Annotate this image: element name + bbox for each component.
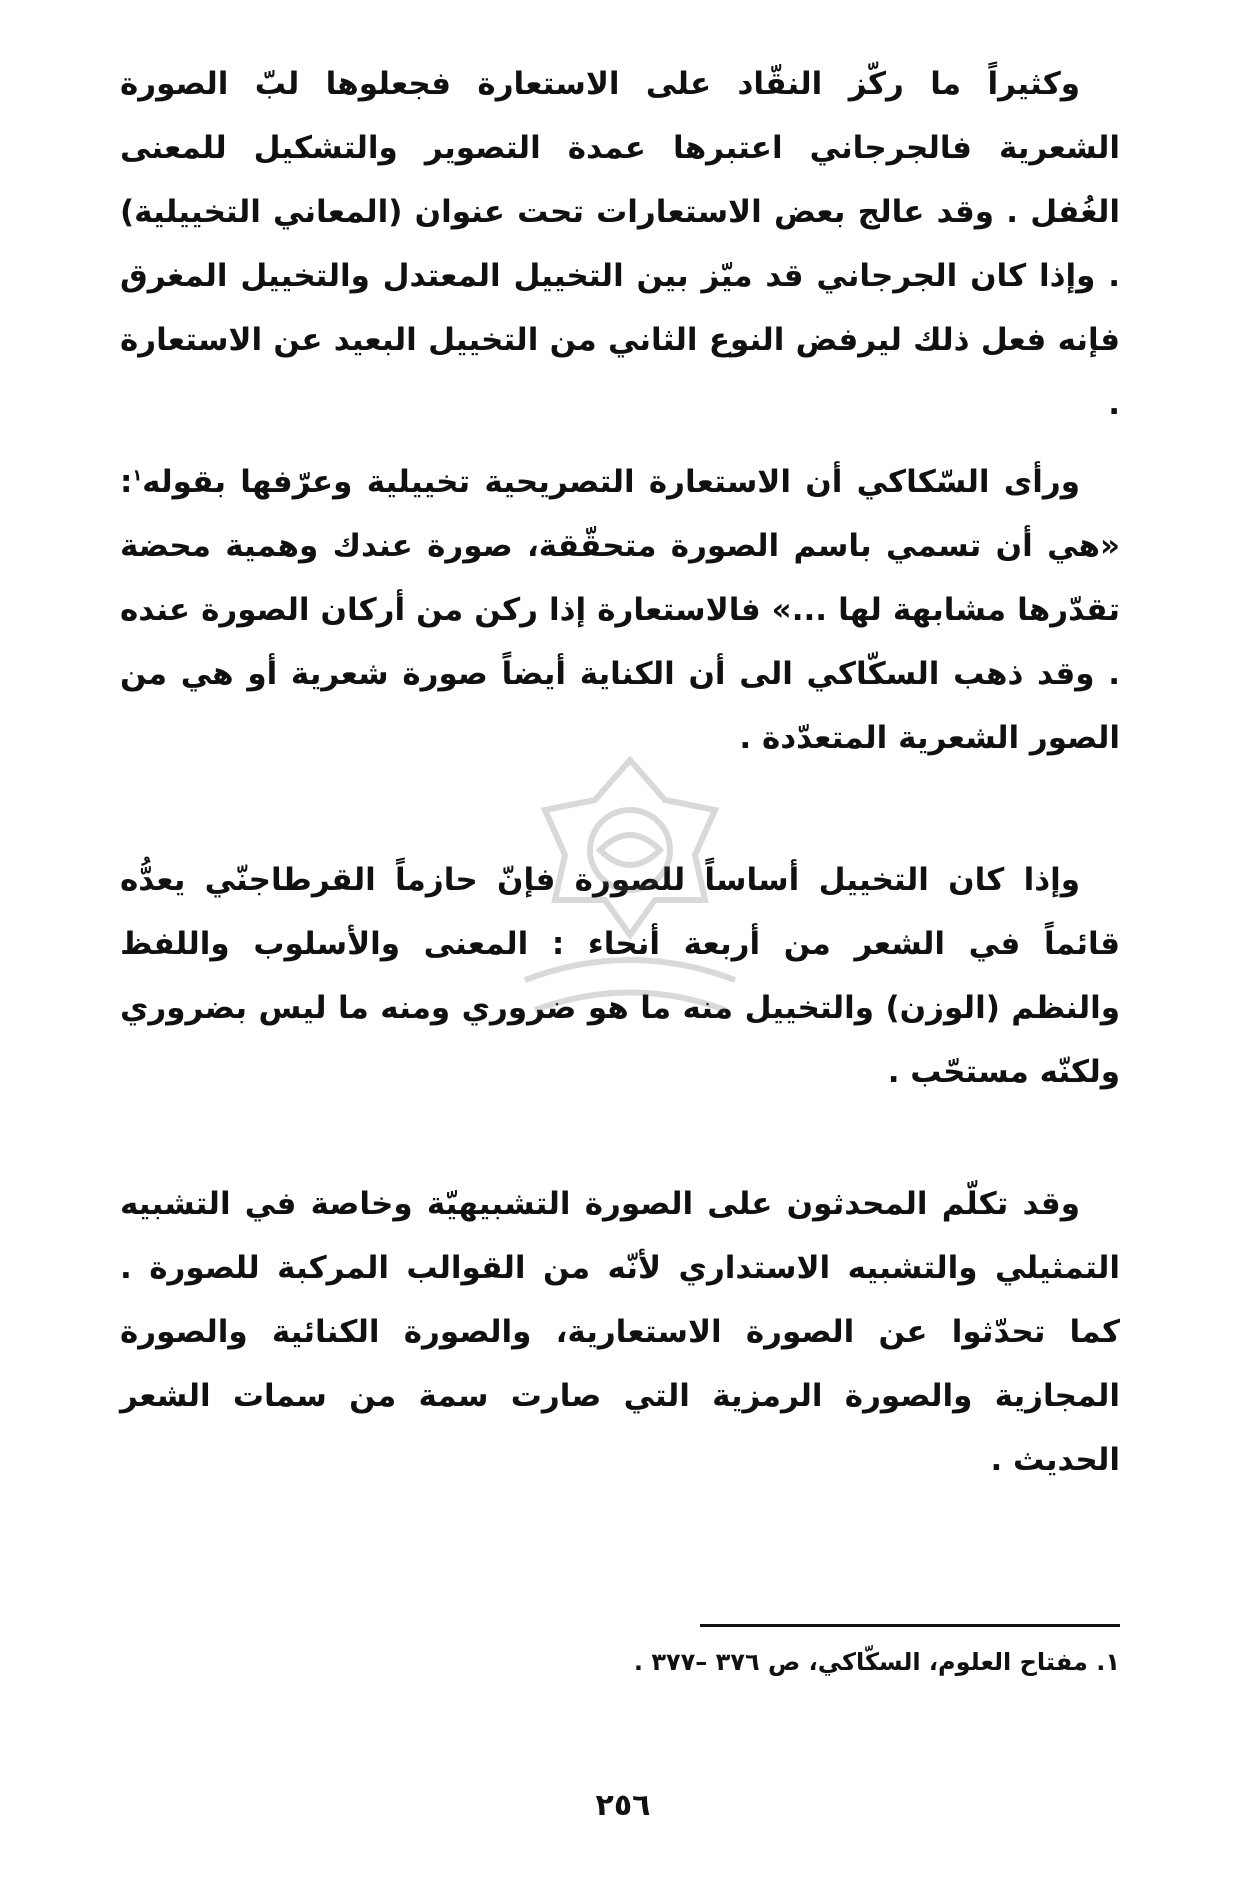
footnote-divider xyxy=(700,1624,1120,1627)
paragraph-2 xyxy=(120,450,1120,770)
paragraph-2-intro: ورأى السّكاكي أن الاستعارة التصريحية تخييلية وعرّفها بقوله xyxy=(142,464,1080,500)
footnote-marker[interactable]: ١ xyxy=(132,465,143,485)
page-number: ٢٥٦ xyxy=(595,1788,651,1823)
paragraph-1: وكثيراً ما ركّز النقّاد على الاستعارة فجعلوها لبّ الصورة الشعرية فالجرجاني اعتبرها عمدة التصوير والتشكيل للمعنى الغُفل . وقد عالج بعض الاستعارات تحت عنوان (المعاني التخييلية) . وإذا كان الجرجاني قد ميّز بين التخييل المعتدل والتخييل المغرق فإنه فعل ذلك ليرفض النوع الثاني من التخييل البعيد عن الاستعارة . xyxy=(120,66,1120,422)
footnote: ١. مفتاح العلوم، السكّاكي، ص ٣٧٦ –٣٧٧ . xyxy=(633,1648,1120,1676)
paragraph-2-quote: : «هي أن تسمي باسم الصورة متحقّقة، صورة عندك وهمية محضة تقدّرها مشابهة لها ...» فالاستعارة إذا ركن من أركان الصورة عنده . وقد ذهب السكّاكي الى أن الكناية أيضاً صورة شعرية أو هي من الصور الشعرية المتعدّدة . xyxy=(120,464,1120,756)
paragraph-3: وإذا كان التخييل أساساً للصورة فإنّ حازماً القرطاجنّي يعدُّه قائماً في الشعر من أربعة أنحاء : المعنى والأسلوب واللفظ والنظم (الوزن) والتخييل منه ما هو ضروري ومنه ما ليس بضروري ولكنّه مستحّب . xyxy=(120,862,1120,1090)
paragraph-4: وقد تكلّم المحدثون على الصورة التشبيهيّة وخاصة في التشبيه التمثيلي والتشبيه الاستداري لأنّه من القوالب المركبة للصورة . كما تحدّثوا عن الصورة الاستعارية، والصورة الكنائية والصورة المجازية والصورة الرمزية التي صارت سمة من سمات الشعر الحديث . xyxy=(120,1186,1120,1478)
